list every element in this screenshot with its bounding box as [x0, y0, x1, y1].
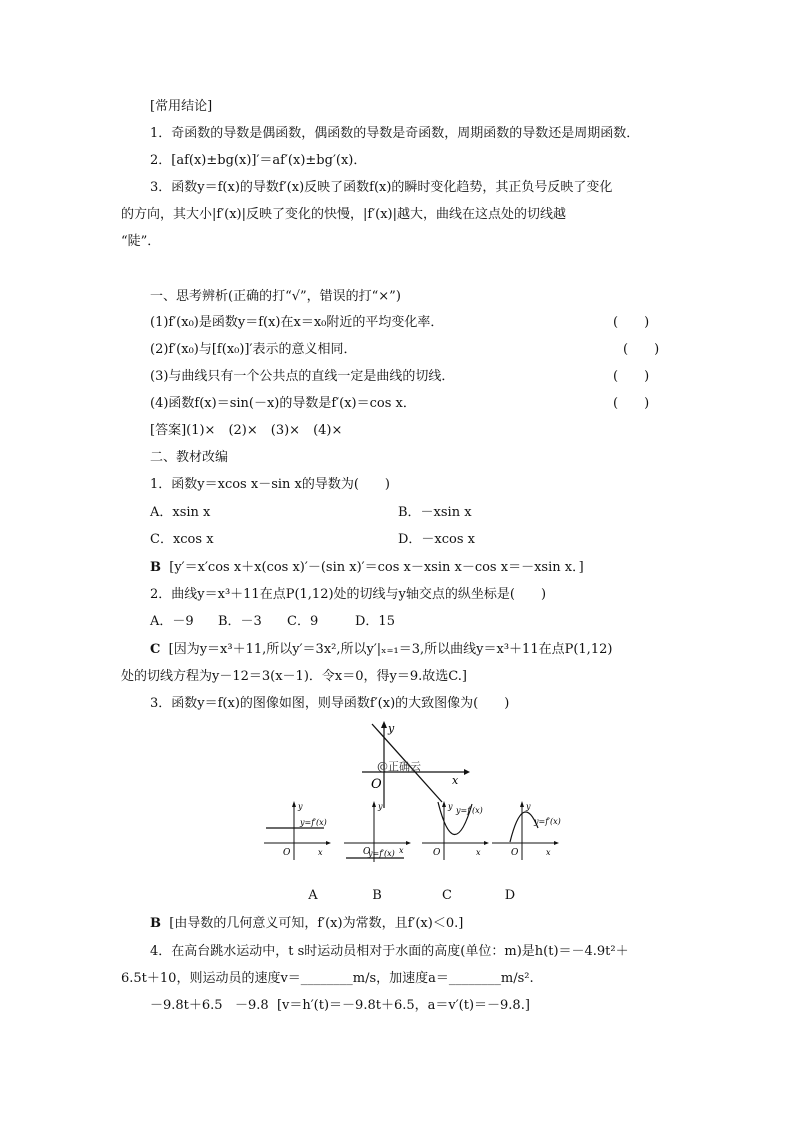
q3-graph-a	[262, 800, 334, 862]
judge-blank-1: ( )	[613, 315, 650, 330]
graph-c-y-arrow	[442, 801, 446, 807]
graph-a-y-label: y	[298, 802, 303, 811]
graph-d-curve-label: y=f′(x)	[534, 817, 561, 826]
q3-answer-line	[150, 914, 463, 934]
graph-b-caption: B	[372, 888, 382, 903]
judge-answer: [答案](1)× (2)× (3)× (4)×	[150, 423, 343, 438]
q4-answer-line	[150, 996, 530, 1016]
graph-a-x-arrow	[326, 841, 331, 845]
judge-item-2: (2)f′(x₀)与[f(x₀)]′表示的意义相同．	[150, 342, 357, 357]
q3-graph-d	[490, 800, 565, 862]
q3-answer-letter: B	[150, 916, 161, 931]
main-x-label: x	[452, 774, 459, 787]
q2-solution-line-2: 处的切线方程为y－12＝3(x－1)．令x＝0，得y＝9.故选C.]	[121, 669, 467, 684]
q1-option-a: A．xsin x	[150, 505, 211, 520]
graph-d-origin: O	[511, 848, 519, 858]
graph-d-caption: D	[504, 888, 516, 903]
q1-solution: [y′＝x′cos x＋x(cos x)′－(sin x)′＝cos x－xsin x－cos x＝－xsin x．]	[169, 560, 584, 575]
main-origin: O	[371, 777, 382, 792]
graph-d-y-label: y	[526, 802, 531, 811]
graph-c-origin: O	[433, 848, 441, 858]
q4-stem-line-1: 4．在高台跳水运动中，t s时运动员相对于水面的高度(单位：m)是h(t)＝－4.9t²＋	[150, 944, 629, 959]
main-y-arrow	[381, 721, 387, 728]
q1-answer-letter: B	[150, 560, 161, 575]
section2-heading: 二、教材改编	[150, 450, 229, 465]
q2-solution-line-1: [因为y＝x³＋11,所以y′＝3x²,所以y′|ₓ₌₁＝3,所以曲线y＝x³＋11在点P(1,12)	[168, 642, 613, 657]
q4-answer-velocity: －9.8t＋6.5	[150, 998, 223, 1013]
summary-item-2: 2．[af(x)±bg(x)]′＝af′(x)±bg′(x)．	[150, 153, 367, 168]
graph-b-x-arrow	[406, 841, 411, 845]
graph-c-curve-label: y=f′(x)	[456, 806, 483, 815]
graph-c-x-label: x	[476, 848, 481, 857]
graph-b-curve-label: y=f′(x)	[368, 849, 395, 858]
graph-a-caption: A	[308, 888, 318, 903]
q2-answer-letter: C	[150, 642, 161, 657]
graph-c-caption: C	[442, 888, 452, 903]
summary-item-3-line-2: 的方向，其大小|f′(x)|反映了变化的快慢，|f′(x)|越大，曲线在这点处的切线越	[121, 207, 566, 222]
graph-a-x-label: x	[318, 848, 323, 857]
summary-item-1: 1．奇函数的导数是偶函数，偶函数的导数是奇函数，周期函数的导数还是周期函数．	[150, 126, 640, 141]
q2-option-a: A．－9	[150, 614, 194, 629]
summary-item-3-line-1: 3．函数y＝f(x)的导数f′(x)反映了函数f(x)的瞬时变化趋势，其正负号反映了变化	[150, 180, 613, 195]
q1-stem: 1．函数y＝xcos x－sin x的导数为( )	[150, 477, 390, 492]
main-x-arrow	[464, 769, 470, 775]
q3-graph-b	[342, 800, 414, 865]
q2-option-d: D．15	[355, 614, 395, 629]
graph-d-x-label: x	[546, 848, 551, 857]
q3-graph-c	[420, 800, 492, 862]
graph-a-curve-label: y=f′(x)	[300, 818, 327, 827]
q2-option-c: C．9	[287, 614, 319, 629]
summary-item-3-line-3: “陡”．	[121, 234, 161, 249]
q3-stem: 3．函数y＝f(x)的图像如图，则导函数f′(x)的大致图像为( )	[150, 696, 510, 711]
graph-c-y-label: y	[448, 802, 453, 811]
graph-d-x-arrow	[554, 841, 559, 845]
q4-stem-line-2: 6.5t＋10，则运动员的速度v＝________m/s，加速度a＝________m/s².	[121, 971, 534, 986]
judge-blank-3: ( )	[613, 369, 650, 384]
judge-item-3: (3)与曲线只有一个公共点的直线一定是曲线的切线．	[150, 369, 455, 384]
graph-a-origin: O	[283, 848, 291, 858]
graph-c-x-arrow	[484, 841, 489, 845]
graph-b-x-label: x	[399, 846, 404, 855]
q2-answer-line-1	[150, 640, 612, 660]
graph-a-y-arrow	[292, 801, 296, 807]
graph-b-y-arrow	[372, 801, 376, 807]
graph-d-y-arrow	[520, 801, 524, 807]
judge-item-1: (1)f′(x₀)是函数y＝f(x)在x＝x₀附近的平均变化率．	[150, 315, 444, 330]
judge-blank-2: ( )	[623, 342, 660, 357]
q2-stem: 2．曲线y＝x³＋11在点P(1,12)处的切线与y轴交点的纵坐标是( )	[150, 587, 547, 602]
q4-solution: [v＝h′(t)＝－9.8t＋6.5，a＝v′(t)＝－9.8.]	[276, 998, 530, 1013]
summary-heading: [常用结论]	[150, 99, 213, 114]
main-y-label: y	[388, 722, 395, 735]
q3-solution: [由导数的几何意义可知，f′(x)为常数，且f′(x)＜0.]	[169, 916, 464, 931]
judge-blank-4: ( )	[613, 396, 650, 411]
q1-option-d: D．－xcos x	[398, 532, 475, 547]
q2-option-b: B．－3	[218, 614, 262, 629]
main-watermark: @正确云	[377, 760, 421, 773]
q1-option-c: C．xcos x	[150, 532, 214, 547]
q1-option-b: B．－xsin x	[398, 505, 472, 520]
graph-b-y-label: y	[378, 802, 383, 811]
section1-heading: 一、思考辨析(正确的打“√”，错误的打“×”)	[150, 289, 401, 304]
q1-answer-line	[150, 558, 584, 578]
q4-answer-acceleration: －9.8	[234, 998, 269, 1013]
q3-main-graph	[360, 720, 470, 810]
graph-b-origin: O	[363, 847, 371, 857]
judge-item-4: (4)函数f(x)＝sin(－x)的导数是f′(x)＝cos x．	[150, 396, 416, 411]
